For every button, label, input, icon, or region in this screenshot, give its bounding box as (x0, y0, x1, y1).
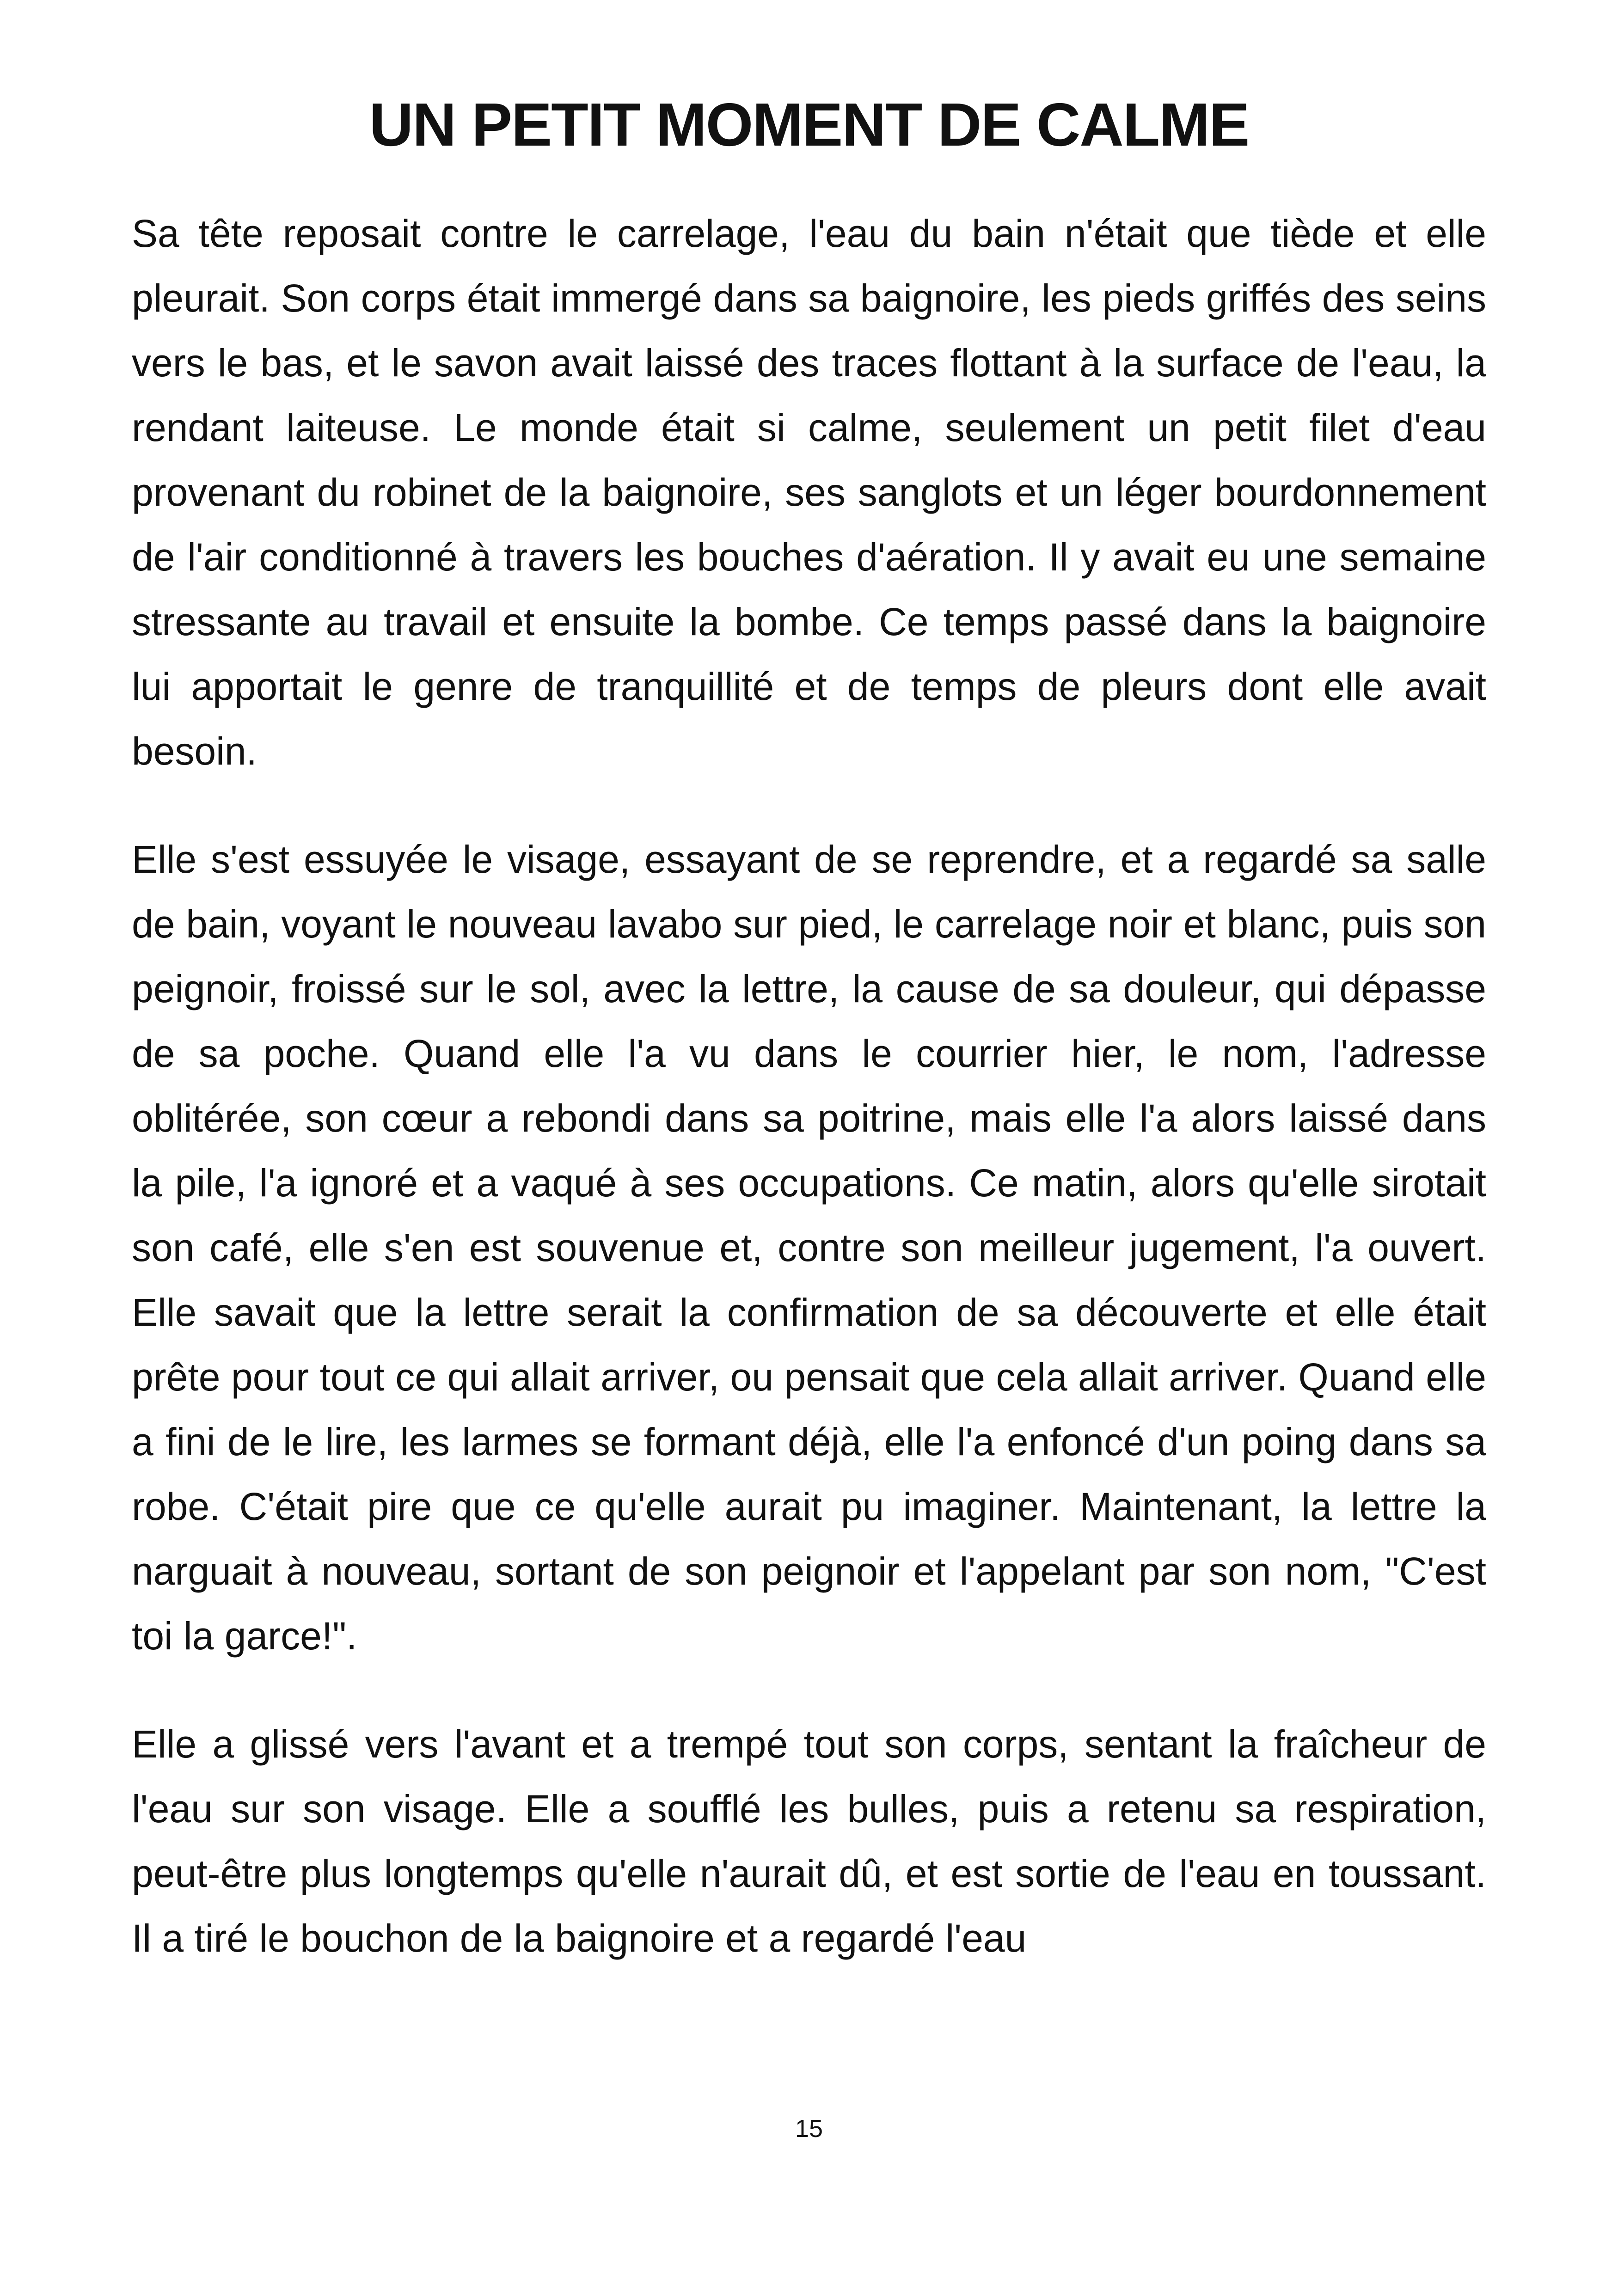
page-number: 15 (795, 2115, 823, 2143)
paragraph-1: Sa tête reposait contre le carrelage, l'eau du bain n'était que tiède et elle pleurait. Son corps était immergé dans sa baignoire, les pieds griffés des seins vers le bas, et le savon avait laissé des traces flottant à la surface de l'eau, la rendant laiteuse. Le monde était si calme, seulement un petit filet d'eau provenant du robinet de la baignoire, ses sanglots et un léger bourdonnement de l'air conditionné à travers les bouches d'aération. Il y avait eu une semaine stressante au travail et ensuite la bombe. Ce temps passé dans la baignoire lui apportait le genre de tranquillité et de temps de pleurs dont elle avait besoin. (132, 212, 1486, 773)
paragraph-2: Elle s'est essuyée le visage, essayant de se reprendre, et a regardé sa salle de bain, voyant le nouveau lavabo sur pied, le carrelage noir et blanc, puis son peignoir, froissé sur le sol, avec la lettre, la cause de sa douleur, qui dépasse de sa poche. Quand elle l'a vu dans le courrier hier, le nom, l'adresse oblitérée, son cœur a rebondi dans sa poitrine, mais elle l'a alors laissé dans la pile, l'a ignoré et a vaqué à ses occupations. Ce matin, alors qu'elle sirotait son café, elle s'en est souvenue et, contre son meilleur jugement, l'a ouvert. Elle savait que la lettre serait la confirmation de sa découverte et elle était prête pour tout ce qui allait arriver, ou pensait que cela allait arriver. Quand elle a fini de le lire, les larmes se formant déjà, elle l'a enfoncé d'un poing dans sa robe. C'était pire que ce qu'elle aurait pu imaginer. Maintenant, la lettre la narguait à nouveau, sortant de son peignoir et l'appelant par son nom, "C'est toi la garce!". (132, 838, 1486, 1658)
paragraph-3: Elle a glissé vers l'avant et a trempé tout son corps, sentant la fraîcheur de l'eau sur son visage. Elle a soufflé les bulles, puis a retenu sa respiration, peut-être plus longtemps qu'elle n'aurait dû, et est sortie de l'eau en toussant. Il a tiré le bouchon de la baignoire et a regardé l'eau (132, 1722, 1486, 1960)
page-title: UN PETIT MOMENT DE CALME (369, 91, 1249, 159)
body-text (132, 201, 1486, 2014)
